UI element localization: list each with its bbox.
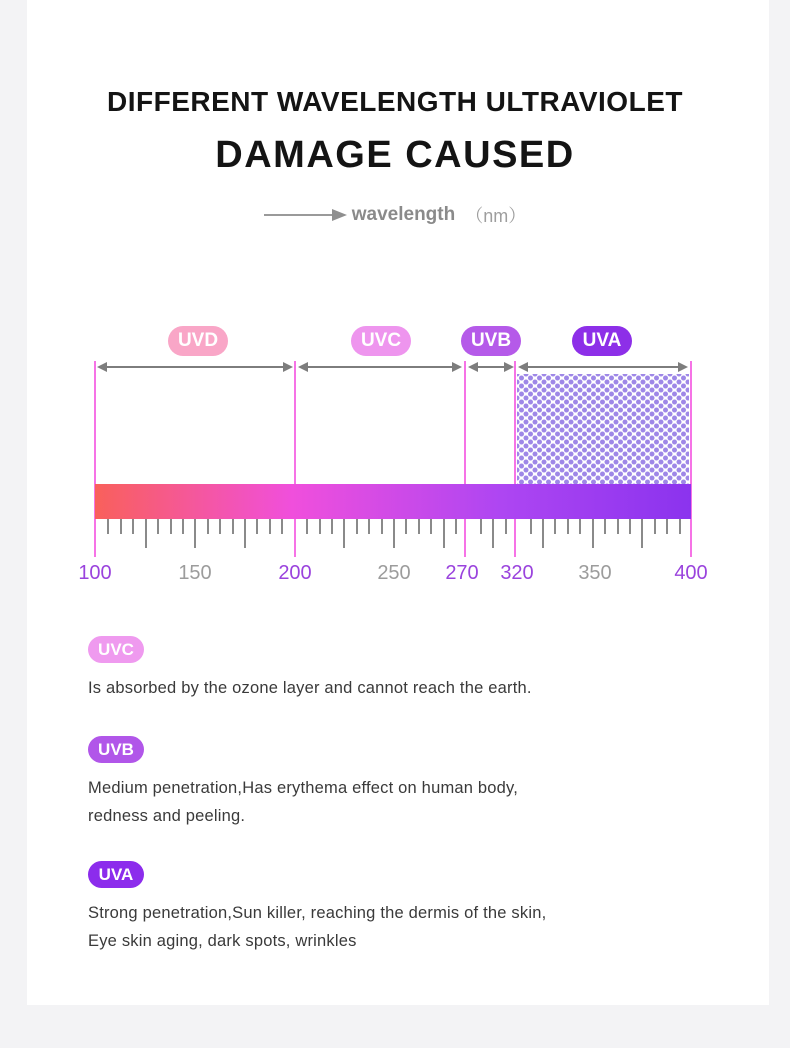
ruler-tick (418, 519, 420, 534)
ruler-tick (617, 519, 619, 534)
ruler-tick (170, 519, 172, 534)
section-uvc (88, 636, 728, 702)
ruler-tick (604, 519, 606, 534)
ruler-tick (368, 519, 370, 534)
ruler-tick (182, 519, 184, 534)
ruler-tick (207, 519, 209, 534)
section-uvc-text-line1: Is absorbed by the ozone layer and cannot reach the earth. (88, 679, 532, 697)
axis-value-250: 250 (377, 562, 411, 584)
ruler-tick (480, 519, 482, 534)
ruler-tick (306, 519, 308, 534)
range-arrow-uvc (300, 366, 460, 368)
band-badge-uvb: UVB (461, 326, 521, 356)
section-uva-text-line1: Strong penetration,Sun killer, reaching the dermis of the skin, (88, 904, 547, 922)
ruler-tick (542, 519, 544, 548)
ruler-tick (554, 519, 556, 534)
ruler-tick (281, 519, 283, 534)
ruler-tick (132, 519, 134, 534)
ruler-tick (567, 519, 569, 534)
ruler-tick (455, 519, 457, 534)
page-title-line1: DIFFERENT WAVELENGTH ULTRAVIOLET (107, 86, 683, 117)
section-badge-uva: UVA (88, 861, 144, 888)
section-uva-text-line2: Eye skin aging, dark spots, wrinkles (88, 932, 357, 950)
wavelength-label: wavelength (351, 204, 456, 225)
ruler-tick (492, 519, 494, 548)
axis-value-350: 350 (578, 562, 612, 584)
range-arrow-uva (520, 366, 686, 368)
bar-label-long-wave: Long wave (463, 6, 555, 27)
range-arrow-uvb (470, 366, 512, 368)
uva-dots-pattern (517, 374, 689, 484)
ruler-tick (157, 519, 159, 534)
ruler-tick (641, 519, 643, 548)
ruler-tick (430, 519, 432, 534)
axis-value-100: 100 (78, 562, 112, 584)
range-arrow-uvd (99, 366, 291, 368)
page-title-line2: DAMAGE CAUSED (215, 134, 575, 176)
band-badge-uvc: UVC (351, 326, 411, 356)
bar-label-vacuum-uv: Vacuum UV (51, 6, 151, 27)
ruler-tick (232, 519, 234, 534)
ruler-tick (666, 519, 668, 534)
ruler-tick (107, 519, 109, 534)
ruler-tick (405, 519, 407, 534)
ruler-tick (505, 519, 507, 534)
axis-value-150: 150 (178, 562, 212, 584)
ruler-tick (343, 519, 345, 548)
bar-label-shortwave: shortwave (227, 6, 315, 27)
ruler-tick (256, 519, 258, 534)
ruler-tick (356, 519, 358, 534)
section-uvb (88, 736, 728, 830)
ruler-tick (654, 519, 656, 534)
section-badge-uvb: UVB (88, 736, 144, 763)
section-uva (88, 861, 728, 955)
band-badge-uva: UVA (572, 326, 632, 356)
bar-label-mid-wave: Mid-wave (355, 6, 437, 27)
ruler-tick (244, 519, 246, 548)
ruler-tick (331, 519, 333, 534)
axis-value-400: 400 (674, 562, 708, 584)
axis-value-200: 200 (278, 562, 312, 584)
section-uvb-text-line2: redness and peeling. (88, 807, 246, 825)
section-badge-uvc: UVC (88, 636, 144, 663)
ruler-tick (592, 519, 594, 548)
ruler-tick (194, 519, 196, 548)
axis-value-270: 270 (445, 562, 479, 584)
wavelength-unit: （nm） (465, 206, 527, 226)
ruler-tick (381, 519, 383, 534)
ruler-tick (443, 519, 445, 548)
spectrum-gradient-bar (95, 484, 691, 519)
ruler-tick (145, 519, 147, 548)
ruler-tick (679, 519, 681, 534)
axis-value-320: 320 (500, 562, 534, 584)
ruler-tick (579, 519, 581, 534)
band-badge-uvd: UVD (168, 326, 228, 356)
section-uvb-text-line1: Medium penetration,Has erythema effect on human body, (88, 779, 519, 797)
ruler-tick (269, 519, 271, 534)
ruler-tick (319, 519, 321, 534)
ruler-tick (219, 519, 221, 534)
ruler-tick (530, 519, 532, 534)
ruler-tick (393, 519, 395, 548)
ruler-ticks (95, 519, 691, 553)
ruler-tick (629, 519, 631, 534)
ruler-tick (120, 519, 122, 534)
